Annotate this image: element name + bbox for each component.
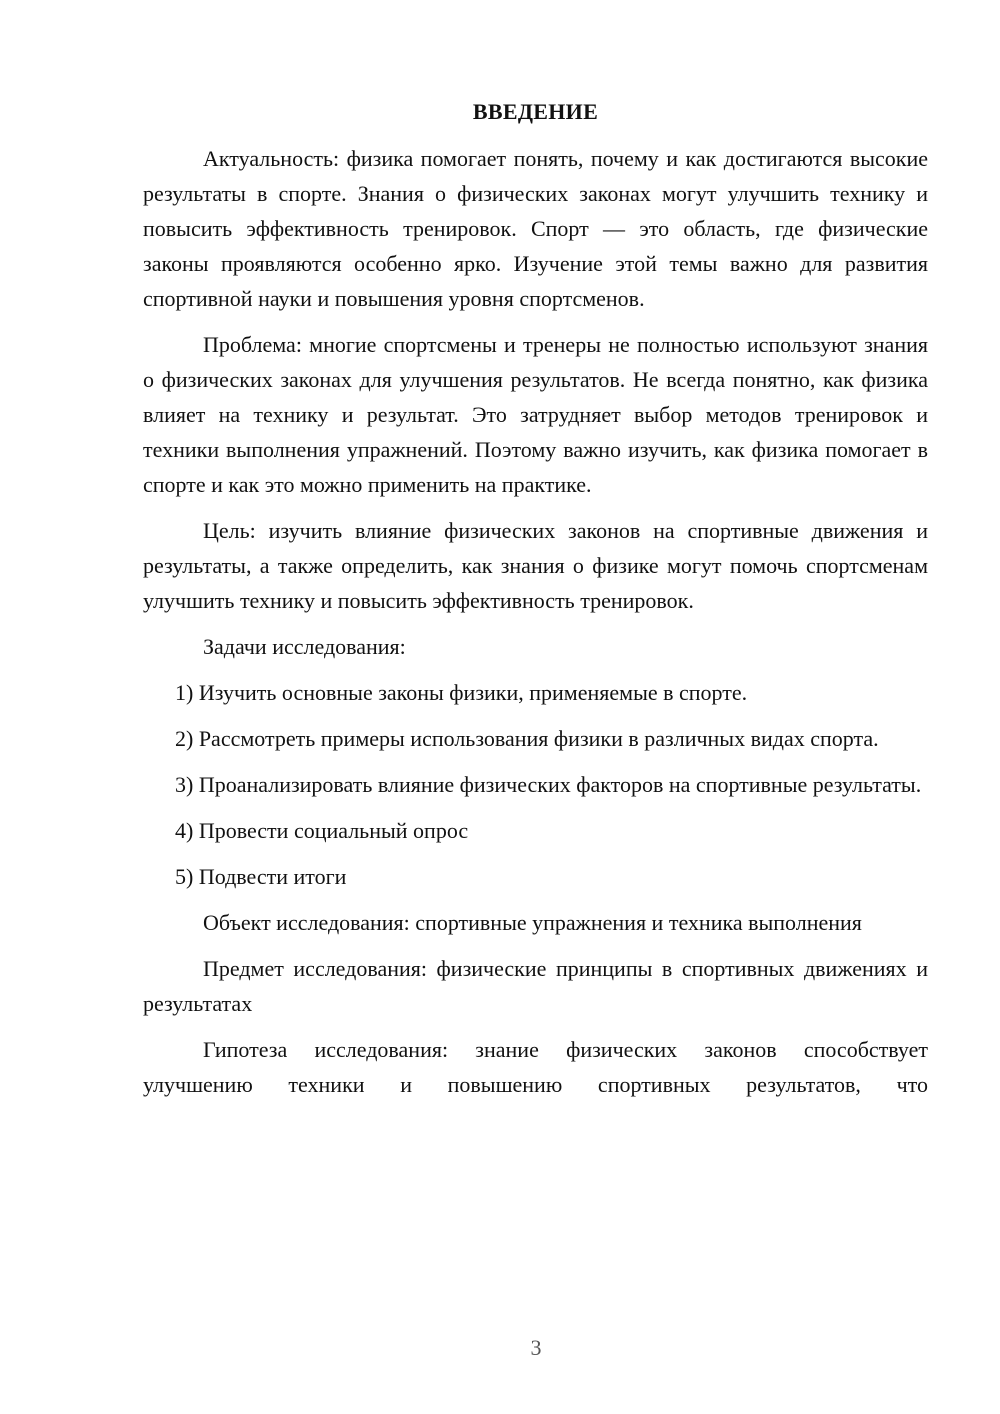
task-item-1: 1) Изучить основные законы физики, применяемые в спорте. bbox=[175, 680, 748, 705]
paragraph-relevance: Актуальность: физика помогает понять, почему и как достигаются высокие результаты в спорте. Знания о физических законах могут улучшить технику и повысить эффективность тренировок. Спорт — это область, где физические законы проявляются особенно ярко. Изучение этой темы важно для развития спортивной науки и повышения уровня спортсменов. bbox=[143, 146, 928, 311]
task-item-4: 4) Провести социальный опрос bbox=[175, 818, 469, 843]
task-item-5: 5) Подвести итоги bbox=[175, 864, 347, 889]
paragraph-goal: Цель: изучить влияние физических законов на спортивные движения и результаты, а также определить, как знания о физике могут помочь спортсменам улучшить технику и повысить эффективность тренировок. bbox=[143, 518, 928, 613]
page-content bbox=[143, 94, 928, 1113]
paragraph-subject: Предмет исследования: физические принципы в спортивных движениях и результатах bbox=[143, 956, 928, 1016]
paragraph-object: Объект исследования: спортивные упражнения и техника выполнения bbox=[203, 910, 862, 935]
tasks-heading: Задачи исследования: bbox=[203, 634, 406, 659]
paragraph-hypothesis: Гипотеза исследования: знание физических законов способствует улучшению техники и повышению спортивных результатов, что bbox=[143, 1037, 928, 1097]
page-number: 3 bbox=[530, 1335, 542, 1360]
task-item-3: 3) Проанализировать влияние физических факторов на спортивные результаты. bbox=[175, 772, 922, 797]
paragraph-problem: Проблема: многие спортсмены и тренеры не полностью используют знания о физических законах для улучшения результатов. Не всегда понятно, как физика влияет на технику и результат. Это затрудняет выбор методов тренировок и техники выполнения упражнений. Поэтому важно изучить, как физика помогает в спорте и как это можно применить на практике. bbox=[143, 332, 928, 497]
task-item-2: 2) Рассмотреть примеры использования физики в различных видах спорта. bbox=[175, 726, 879, 751]
section-title: ВВЕДЕНИЕ bbox=[472, 99, 599, 124]
